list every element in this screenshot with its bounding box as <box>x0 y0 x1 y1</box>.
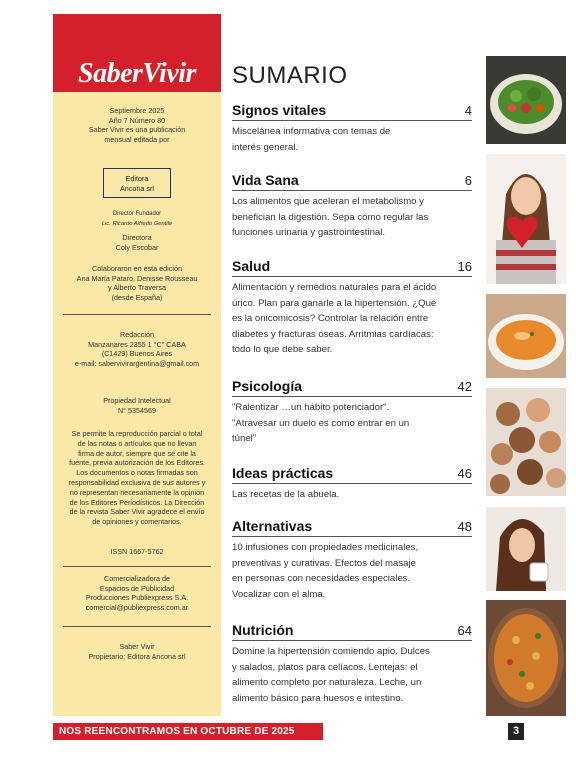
toc-entry-header <box>232 100 472 121</box>
issue-note-2: mensual editada por <box>104 134 170 144</box>
desc-line: alimento básico para huesos e intestino. <box>232 692 404 704</box>
saber-vivir-logo: SaberVivir <box>78 58 196 89</box>
legal-line: Se permite la reproducción parcial o total <box>71 429 203 438</box>
issue-note: Saber Vivir es una publicación <box>88 125 186 135</box>
toc-entry-title: Salud <box>232 258 271 274</box>
founder-info <box>53 210 221 229</box>
woman-heart-photo <box>486 154 566 284</box>
salad-photo <box>486 56 566 144</box>
comercial-line: Comercializadora de <box>104 574 170 583</box>
editora-name: Ancona srl <box>120 183 154 193</box>
desc-line: diabetes y fracturas óseas. Arritmias cardíacas: <box>232 328 434 340</box>
owner-info <box>53 642 221 661</box>
divider <box>63 314 211 315</box>
redaccion-info <box>53 330 221 368</box>
toc-entry-header <box>232 620 472 641</box>
founder-title: Director Fundador <box>112 211 162 217</box>
desc-line: preventivas y curativas. Efectos del masaje <box>232 557 416 569</box>
redaccion-email: e-mail: sabervivirargentina@gmail.com <box>74 358 200 368</box>
desc-line: Las recetas de la abuela. <box>232 489 340 500</box>
desc-line: funciones urinaria y gastrointestinal. <box>232 227 386 238</box>
director-label: Directora <box>122 233 152 242</box>
collab-names-2: y Alberto Traversa <box>108 283 166 293</box>
toc-entry-description <box>232 124 472 155</box>
toc-entry-description <box>232 540 472 602</box>
desc-line: úrico. Plan para ganarle a la hipertensión. ¿Qué <box>232 297 437 309</box>
comercial-line: Producciones Publiexpress S.A. <box>85 593 189 603</box>
toc-entry-page: 6 <box>464 173 472 188</box>
owner-name: Saber Vivir <box>119 642 155 651</box>
page-number: 3 <box>508 723 524 740</box>
desc-line: Vocalizar con el alma. <box>232 588 326 600</box>
director-name: Coly Escobar <box>115 242 159 252</box>
woman-tea-photo <box>486 507 566 591</box>
issue-info <box>53 106 221 144</box>
toc-entry-description <box>232 194 472 241</box>
toc-entry-title: Ideas prácticas <box>232 465 334 481</box>
legal-notice <box>53 429 221 527</box>
toc-entry-header <box>232 170 472 191</box>
legal-line: de los Editores Periodísticos. La Dirección <box>69 497 205 507</box>
toc-entry-description <box>232 487 472 503</box>
legal-line: responsabilidad exclusiva de sus autores y <box>68 477 206 487</box>
toc-entry-page: 48 <box>457 519 472 534</box>
toc-entry-description <box>232 280 472 358</box>
editora-box <box>103 168 171 198</box>
collaborators-info <box>53 264 221 302</box>
toc-entry-description <box>232 400 472 447</box>
toc-entry-vida-sana <box>232 170 472 241</box>
toc-entry-page: 64 <box>457 623 472 638</box>
toc-entry-title: Nutrición <box>232 622 294 638</box>
toc-entry-header <box>232 256 472 277</box>
desc-line: Domine la hipertensión comiendo apio. Dulces <box>232 646 430 657</box>
comercial-info <box>53 574 221 612</box>
propiedad-label: Propiedad Intelectual <box>103 396 171 405</box>
comercial-line: Espacios de Publicidad <box>99 583 175 593</box>
desc-line: Los alimentos que aceleran el metabolismo y <box>232 196 424 207</box>
toc-entry-header <box>232 463 472 484</box>
desc-line: Alimentación y remedios naturales para el ácido <box>232 282 437 293</box>
desc-line: todo lo que debe saber. <box>232 344 333 355</box>
redaccion-label: Redacción <box>120 330 154 339</box>
footer-banner: NOS REENCONTRAMOS EN OCTUBRE DE 2025 <box>53 723 323 740</box>
toc-entry-description <box>232 644 472 706</box>
toc-entry-page: 4 <box>464 103 472 118</box>
desc-line: alimento completo por naturaleza. Leche, un <box>232 677 422 688</box>
toc-entry-salud <box>232 256 472 358</box>
toc-entry-nutricion <box>232 620 472 706</box>
propiedad-info <box>53 396 221 415</box>
logo-band <box>53 14 221 92</box>
desc-line: en personas con necesidades especiales. <box>232 573 411 584</box>
toc-entry-alternativas <box>232 516 472 602</box>
toc-entry-page: 46 <box>457 466 472 481</box>
desc-line: benefician la digestión. Sepa cómo regular las <box>232 211 429 223</box>
toc-entry-title: Vida Sana <box>232 172 299 188</box>
founder-name: Lic. Ricardo Alfredo Gentile <box>101 220 173 227</box>
toc-entry-ideas-practicas <box>232 463 472 503</box>
collab-label: Colaboraron en esta edición <box>92 264 182 273</box>
desc-line: Miscelánea informativa con temas de <box>232 126 391 137</box>
collab-note: (desde España) <box>111 292 163 302</box>
toc-entry-title: Alternativas <box>232 518 313 534</box>
soup-photo <box>486 294 566 378</box>
desc-line: túnel" <box>232 433 257 444</box>
toc-entry-title: Signos vitales <box>232 102 327 118</box>
toc-entry-page: 42 <box>457 379 472 394</box>
issn: ISSN 1667-5762 <box>110 547 164 556</box>
legal-line: de las notas o artículos que no llevan <box>77 438 197 448</box>
divider <box>63 566 211 567</box>
page-title: SUMARIO <box>232 62 348 89</box>
family-photo <box>486 388 566 496</box>
issue-number: Año 7 Número 80 <box>108 115 166 125</box>
toc-entry-psicologia <box>232 376 472 447</box>
legal-line: no representan necesariamente la opinión <box>69 487 205 497</box>
toc-entry-title: Psicología <box>232 378 303 394</box>
legal-line: de la revista Saber Vivir agradece el envío <box>69 507 205 517</box>
desc-line: "Atravesar un duelo es como entrar en un <box>232 417 410 429</box>
toc-entry-page: 16 <box>457 259 472 274</box>
propiedad-number: N° 5354569 <box>117 405 157 415</box>
editora-label: Editora <box>125 174 149 183</box>
legal-line: firma de autor, siempre que se cite la <box>78 448 196 458</box>
lentil-soup-photo <box>486 600 566 716</box>
comercial-email: comercial@publiexpress.com.ar <box>85 602 189 612</box>
desc-line: es la onicomicosis? Controlar la relación entre <box>232 313 429 324</box>
divider <box>63 626 211 627</box>
redaccion-address: Manzanares 2355 1 °C" CABA <box>88 339 186 349</box>
director-info <box>53 233 221 252</box>
legal-line: de opiniones y comentarios. <box>92 517 182 527</box>
legal-line: Los documentos o notas firmadas son <box>76 468 198 478</box>
masthead-sidebar <box>53 14 221 716</box>
toc-entry-signos-vitales <box>232 100 472 155</box>
toc-entry-header <box>232 516 472 537</box>
toc-entry-header <box>232 376 472 397</box>
legal-line: fuente, previa autorización de los Editores. <box>69 458 205 468</box>
issue-date: Septiembre 2025 <box>109 106 165 115</box>
desc-line: "Ralentizar …un hábito potenciador". <box>232 402 390 413</box>
desc-line: y salados, platos para celíacos. Lentejas: el <box>232 661 418 673</box>
desc-line: 10 infusiones con propiedades medicinales, <box>232 542 419 553</box>
desc-line: interés general. <box>232 141 299 153</box>
redaccion-city: (C1429) Buenos Aires <box>101 349 173 359</box>
owner-company: Propietario: Editora Ancona srl <box>88 651 186 661</box>
collab-names: Ana María Pataro, Denisse Rousseau <box>76 273 198 283</box>
